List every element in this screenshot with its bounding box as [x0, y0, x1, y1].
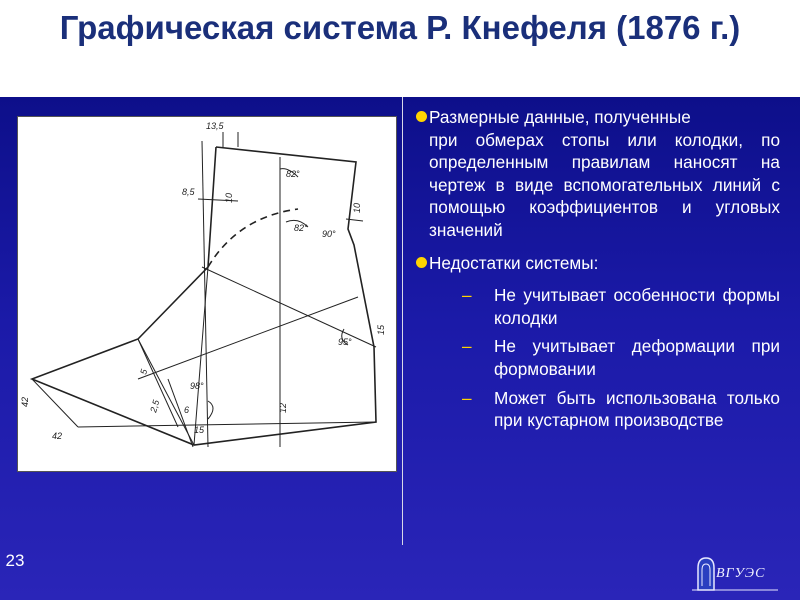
sub-bullet-item — [416, 387, 780, 432]
dim-15-b: 15 — [194, 425, 205, 435]
slide-title: Графическая система Р. Кнефеля (1876 г.) — [59, 9, 741, 46]
dim-5: 5 — [138, 368, 150, 376]
pattern-drawing — [17, 116, 397, 472]
dim-10-b: 10 — [352, 202, 362, 213]
angle-95: 95° — [338, 337, 352, 347]
bullet-item — [416, 252, 780, 275]
vertical-divider — [402, 97, 403, 545]
dim-15-a: 15 — [376, 324, 386, 335]
bullet-item — [416, 106, 780, 242]
pattern-drawing-svg — [18, 117, 396, 471]
dim-42-a: 42 — [20, 396, 30, 407]
logo-text: ВГУЭС — [716, 566, 766, 581]
angle-98: 98° — [190, 381, 204, 391]
shoe-outline — [32, 147, 376, 445]
angle-82-a: 82° — [286, 169, 300, 179]
sub-bullet-item — [416, 335, 780, 380]
dash-icon: – — [462, 387, 472, 408]
dashed-curve — [208, 209, 298, 267]
dim-8-5: 8,5 — [182, 187, 195, 197]
bullet-text-rest: при обмерах стопы или колодки, по определенным правилам наносят на чертеж в виде вспомогательных линий с помощью коэффициентов и угловых значений — [429, 129, 780, 240]
bullet-list — [416, 106, 780, 438]
angle-82-b: 82° — [294, 223, 308, 233]
sub-bullet-text: Не учитывает особенности формы колодки — [494, 285, 780, 328]
angle-90: 90° — [322, 229, 336, 239]
dash-icon: – — [462, 336, 472, 357]
sub-bullet-text: Не учитывает деформации при формовании — [494, 336, 780, 379]
title-area — [0, 0, 800, 97]
bullet-dot-icon — [416, 257, 427, 268]
slide-number: 23 — [5, 551, 25, 570]
dim-13-5: 13,5 — [206, 121, 224, 131]
bullet-text-first: Недостатки системы: — [429, 252, 599, 273]
bullet-text-first: Размерные данные, полученные — [429, 107, 691, 127]
sub-bullet-text: Может быть использована только при кустарном производстве — [494, 387, 780, 431]
dash-icon: – — [462, 285, 472, 306]
dim-42-b: 42 — [52, 431, 63, 441]
dim-12: 12 — [278, 402, 288, 413]
sub-bullet-item — [416, 284, 780, 329]
bullet-dot-icon — [416, 111, 427, 122]
dim-10-a: 10 — [224, 192, 234, 203]
dim-6: 6 — [184, 405, 190, 415]
dim-2-5: 2,5 — [148, 398, 162, 414]
